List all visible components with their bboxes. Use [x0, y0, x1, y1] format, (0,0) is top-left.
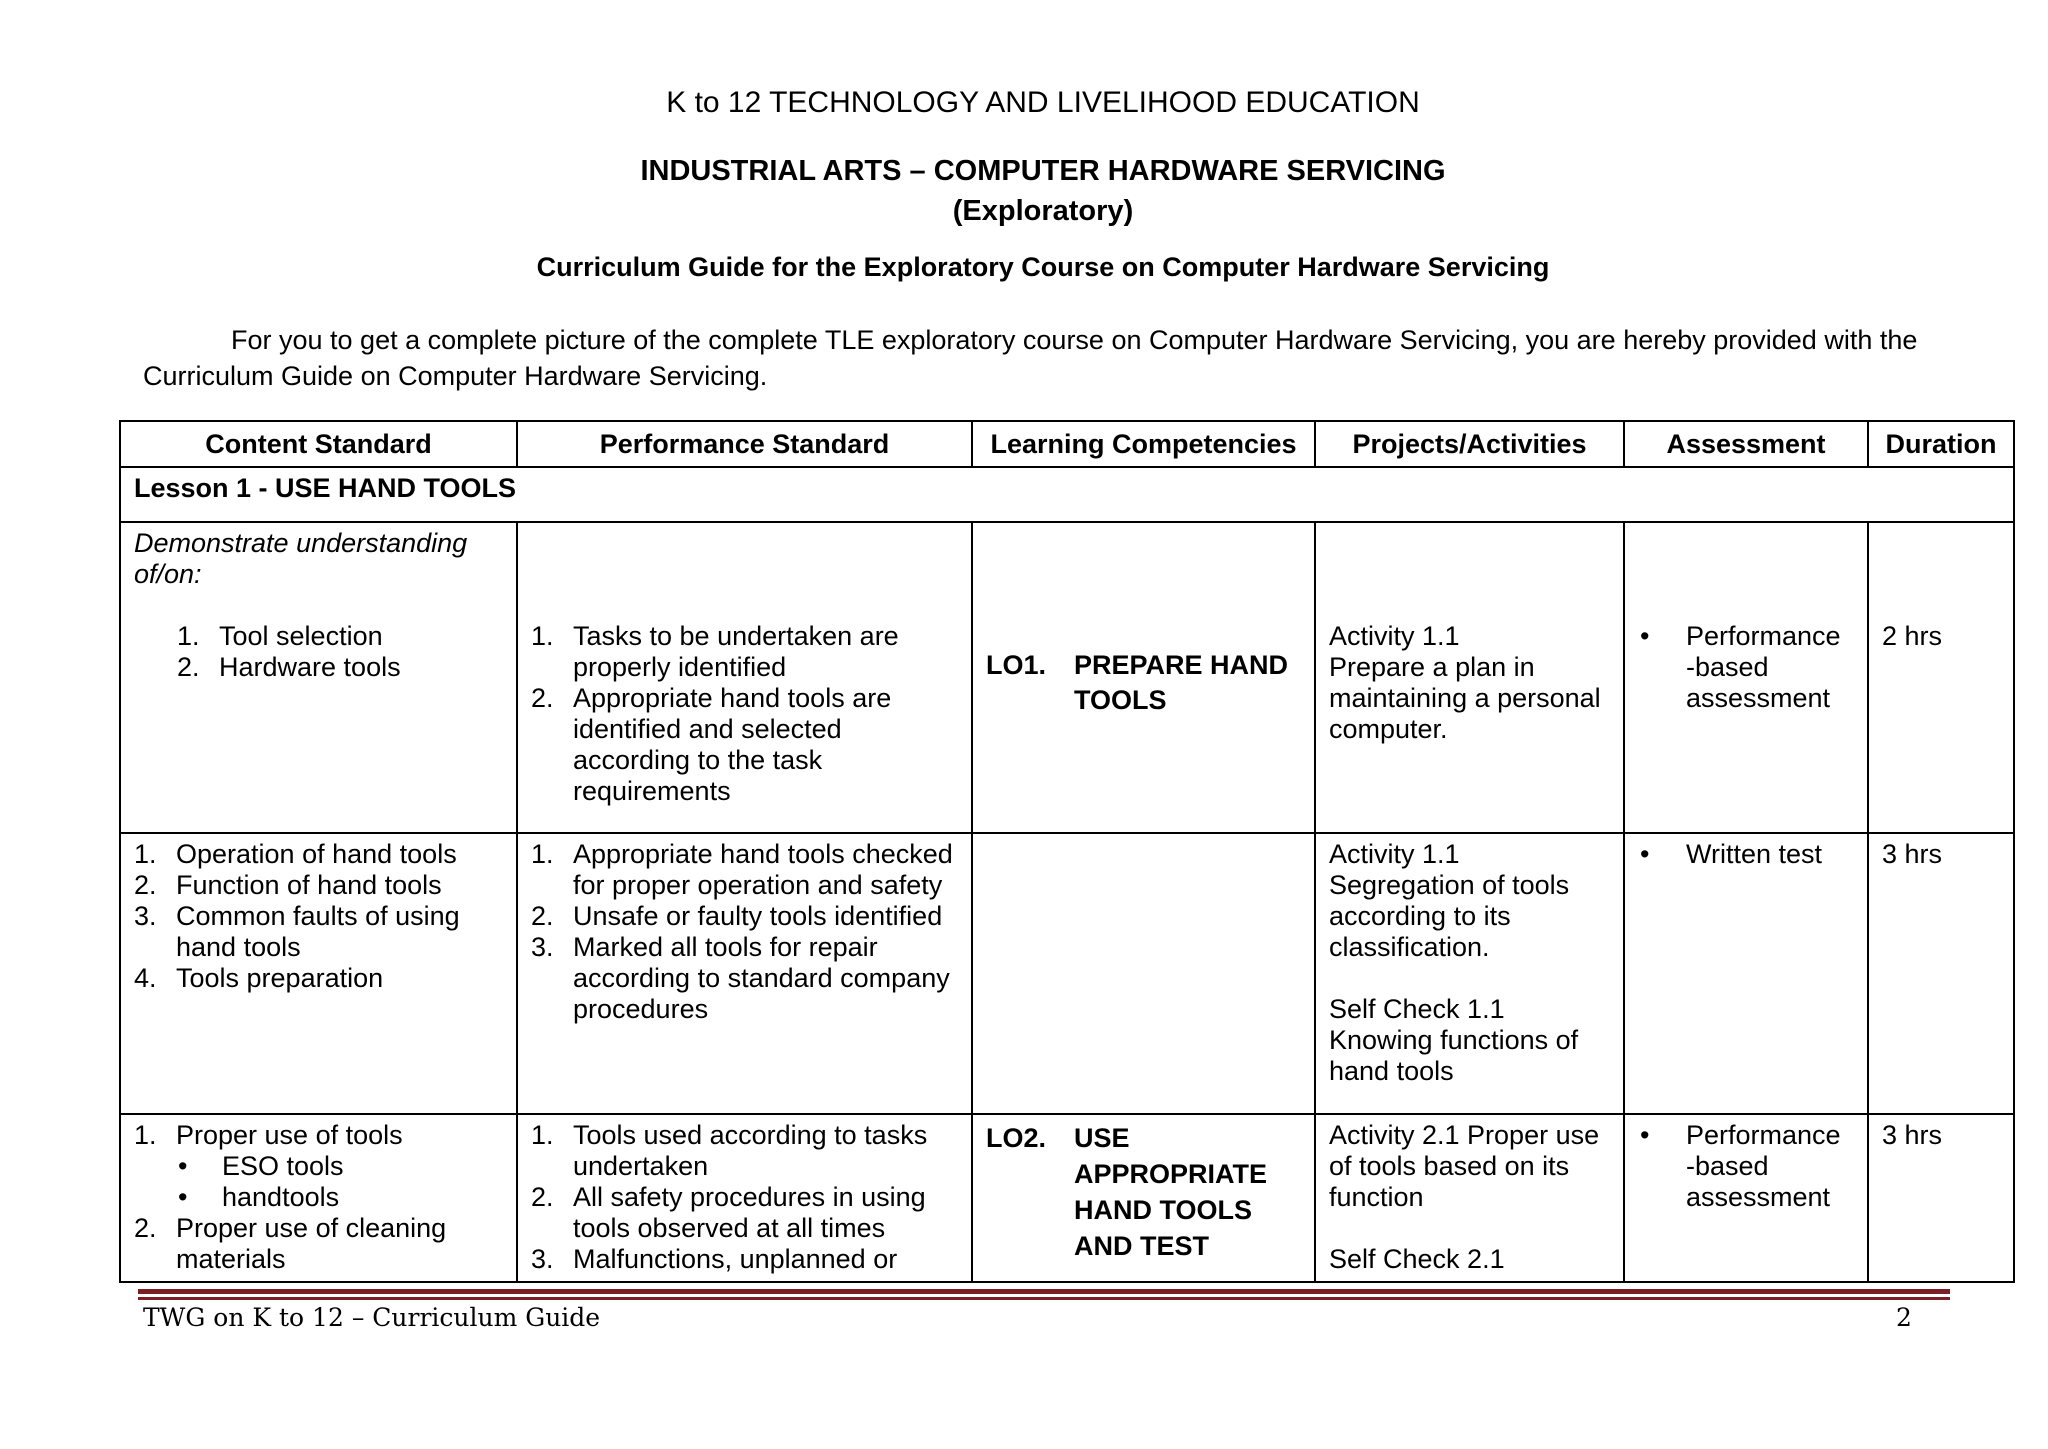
- performance-list: [531, 839, 958, 1025]
- list-item: • ESO tools: [178, 1151, 344, 1181]
- content-standard-cell: [120, 522, 517, 833]
- sub-list: [176, 1151, 503, 1213]
- list-item: 1. Tasks to be undertaken are properly identified: [531, 621, 899, 682]
- content-list: [134, 839, 503, 994]
- content-standard-cell: [120, 833, 517, 1114]
- list-item: 2. Proper use of cleaning materials: [134, 1213, 447, 1274]
- list-item: • Performance -based assessment: [1640, 621, 1841, 713]
- assessment-list: [1638, 1120, 1854, 1213]
- list-item: 2. Appropriate hand tools are identified and selected according to the task requirements: [531, 683, 892, 806]
- list-item: 2. All safety procedures in using tools observed at all times: [531, 1182, 926, 1243]
- duration-cell: [1868, 1114, 2014, 1282]
- header-content-standard: Content Standard: [120, 421, 517, 467]
- header-assessment: Assessment: [1624, 421, 1868, 467]
- selfcheck-title: Self Check 2.1: [1329, 1244, 1505, 1274]
- list-item: 2. Unsafe or faulty tools identified: [531, 901, 943, 931]
- list-item: 3. Common faults of using hand tools: [134, 901, 460, 962]
- table-row: [120, 1114, 2014, 1282]
- table-row: [120, 522, 2014, 833]
- selfcheck-title: Self Check 1.1: [1329, 994, 1505, 1024]
- activity-title: Activity 1.1: [1329, 621, 1460, 651]
- intro-text: For you to get a complete picture of the complete TLE exploratory course on Computer Hardware Servicing, you are hereby provided with the Curriculum Guide on Computer Hardware Servicing.: [143, 325, 1918, 391]
- header-projects-activities: Projects/Activities: [1315, 421, 1624, 467]
- duration-value: 3 hrs: [1882, 1120, 1943, 1150]
- page-number: 2: [1896, 1303, 1912, 1332]
- lesson-row: [120, 467, 2014, 522]
- duration-value: 2 hrs: [1882, 621, 1943, 651]
- course-subtitle: (Exploratory): [952, 195, 1134, 227]
- header-duration: Duration: [1868, 421, 2014, 467]
- lo-title: PREPARE HAND TOOLS: [1074, 650, 1289, 715]
- activity-cell: [1315, 522, 1624, 833]
- content-intro: Demonstrate understanding of/on:: [134, 528, 468, 589]
- duration-value: 3 hrs: [1882, 839, 1943, 869]
- learning-competency-cell: [972, 833, 1315, 1114]
- duration-cell: [1868, 833, 2014, 1114]
- list-item: 3. Marked all tools for repair according to standard company procedures: [531, 932, 950, 1024]
- performance-standard-cell: [517, 833, 972, 1114]
- list-item: 1. Tools used according to tasks undertaken: [531, 1120, 928, 1181]
- list-item: 2. Hardware tools: [177, 652, 401, 682]
- content-list: [134, 1120, 503, 1275]
- lo-code: LO2.: [986, 1123, 1047, 1153]
- list-item: 3. Malfunctions, unplanned or: [531, 1244, 898, 1274]
- content-standard-cell: [120, 1114, 517, 1282]
- list-item: • handtools: [178, 1182, 340, 1212]
- learning-outcome: [986, 648, 1301, 718]
- activity-title: Activity 1.1: [1329, 839, 1460, 869]
- table-row: [120, 833, 2014, 1114]
- footer-rule-thin: [138, 1297, 1950, 1300]
- intro-paragraph: [143, 322, 1953, 394]
- performance-standard-cell: [517, 1114, 972, 1282]
- activity-cell: [1315, 1114, 1624, 1282]
- learning-competency-cell: [972, 522, 1315, 833]
- content-list: [134, 621, 503, 683]
- performance-list: [531, 621, 958, 807]
- learning-competency-cell: [972, 1114, 1315, 1282]
- list-item: 1. Appropriate hand tools checked for proper operation and safety: [531, 839, 953, 900]
- list-item: 1. Tool selection: [177, 621, 383, 651]
- selfcheck-text: Knowing functions of hand tools: [1329, 1025, 1579, 1086]
- activity-text: Segregation of tools according to its classification.: [1329, 870, 1570, 962]
- header-learning-competencies: Learning Competencies: [972, 421, 1315, 467]
- lo-title: USE APPROPRIATE HAND TOOLS AND TEST: [1074, 1123, 1268, 1261]
- list-item: • Written test: [1640, 839, 1823, 869]
- list-item: • Performance -based assessment: [1640, 1120, 1841, 1212]
- assessment-cell: [1624, 833, 1868, 1114]
- assessment-cell: [1624, 1114, 1868, 1282]
- list-item: 1. Operation of hand tools: [134, 839, 457, 869]
- performance-list: [531, 1120, 958, 1275]
- activity-cell: [1315, 833, 1624, 1114]
- duration-cell: [1868, 522, 2014, 833]
- activity-text: Prepare a plan in maintaining a personal computer.: [1329, 652, 1601, 744]
- assessment-list: [1638, 621, 1854, 714]
- performance-standard-cell: [517, 522, 972, 833]
- assessment-cell: [1624, 522, 1868, 833]
- list-item: 4. Tools preparation: [134, 963, 384, 993]
- lo-code: LO1.: [986, 650, 1047, 680]
- course-title: [0, 151, 2048, 231]
- assessment-list: [1638, 839, 1854, 870]
- document-title: K to 12 TECHNOLOGY AND LIVELIHOOD EDUCATION: [666, 86, 1420, 119]
- activity-text: Activity 2.1 Proper use of tools based on its function: [1329, 1120, 1600, 1212]
- table-header-row: [120, 421, 2014, 467]
- header-performance-standard: Performance Standard: [517, 421, 972, 467]
- list-item: 2. Function of hand tools: [134, 870, 442, 900]
- course-title-line: INDUSTRIAL ARTS – COMPUTER HARDWARE SERVICING: [640, 155, 1446, 187]
- footer-rule: [138, 1289, 1950, 1300]
- list-item: 1. Proper use of tools • ESO tools • handtools: [134, 1120, 503, 1213]
- learning-outcome: [986, 1120, 1301, 1264]
- curriculum-table: [119, 420, 2015, 1283]
- footer-text: TWG on K to 12 – Curriculum Guide: [143, 1303, 601, 1332]
- lesson-title: Lesson 1 - USE HAND TOOLS: [120, 467, 2014, 522]
- guide-title: Curriculum Guide for the Exploratory Course on Computer Hardware Servicing: [536, 252, 1550, 282]
